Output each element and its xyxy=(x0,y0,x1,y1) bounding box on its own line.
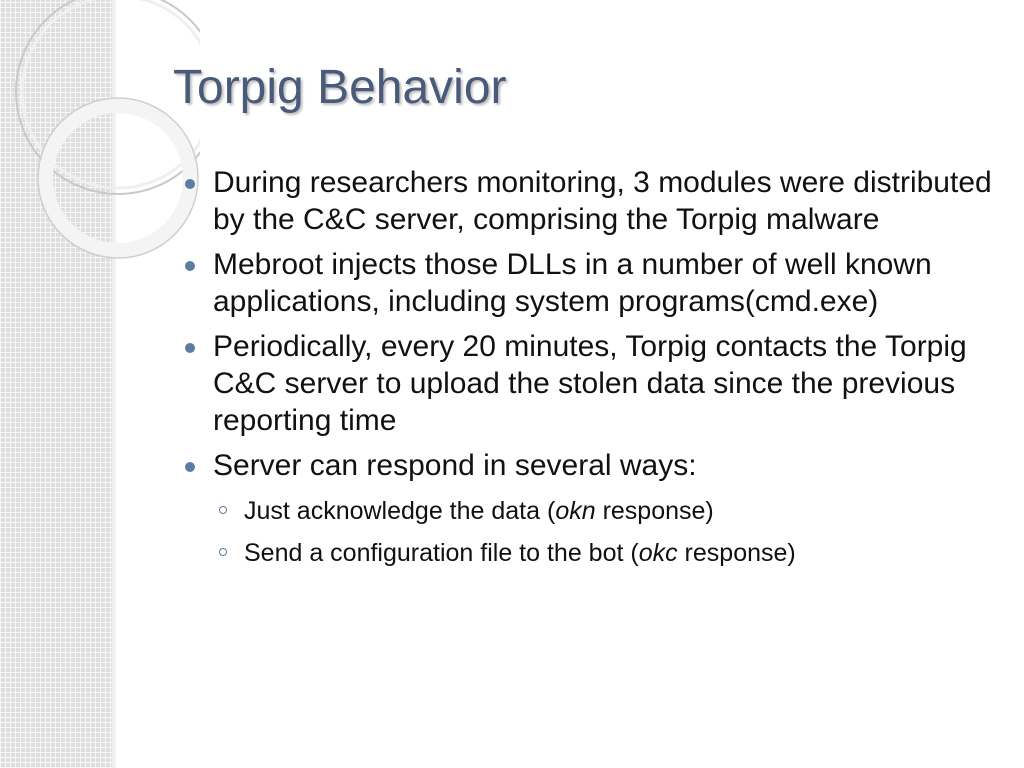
bullet-item xyxy=(183,328,998,439)
sub-bullet-text-after: response) xyxy=(677,539,796,567)
slide-body xyxy=(183,164,998,580)
sub-bullet-text-after: response) xyxy=(595,497,714,525)
bullet-icon xyxy=(185,179,195,189)
bullet-icon xyxy=(185,261,195,271)
bullet-icon xyxy=(185,343,195,353)
sub-bullet-icon xyxy=(219,506,227,514)
sub-bullet-item xyxy=(213,496,998,526)
bullet-item xyxy=(183,447,998,568)
sub-bullet-item xyxy=(213,538,998,568)
bullet-text: Server can respond in several ways: xyxy=(213,449,697,482)
bullet-text: During researchers monitoring, 3 modules were distributed by the C&C server, comprising the Torpig malware xyxy=(213,166,992,236)
sub-bullet-emphasis: okc xyxy=(638,539,678,567)
bullet-text: Mebroot injects those DLLs in a number of well known applications, including system programs(cmd.exe) xyxy=(213,248,932,318)
bullet-item xyxy=(183,164,998,238)
bullet-list xyxy=(183,164,998,568)
sub-bullet-icon xyxy=(219,548,227,556)
sub-bullet-list xyxy=(213,496,998,568)
sub-bullet-text-before: Send a configuration file to the bot ( xyxy=(244,539,639,567)
bullet-item xyxy=(183,246,998,320)
decorative-circles xyxy=(0,0,200,300)
bullet-icon xyxy=(185,462,195,472)
bullet-text: Periodically, every 20 minutes, Torpig contacts the Torpig C&C server to upload the stolen data since the previous reporting time xyxy=(213,330,967,437)
deco-circle-inner xyxy=(46,106,190,250)
sub-bullet-emphasis: okn xyxy=(555,497,596,525)
slide-title: Torpig Behavior xyxy=(173,61,507,114)
sub-bullet-text-before: Just acknowledge the data ( xyxy=(244,497,556,525)
